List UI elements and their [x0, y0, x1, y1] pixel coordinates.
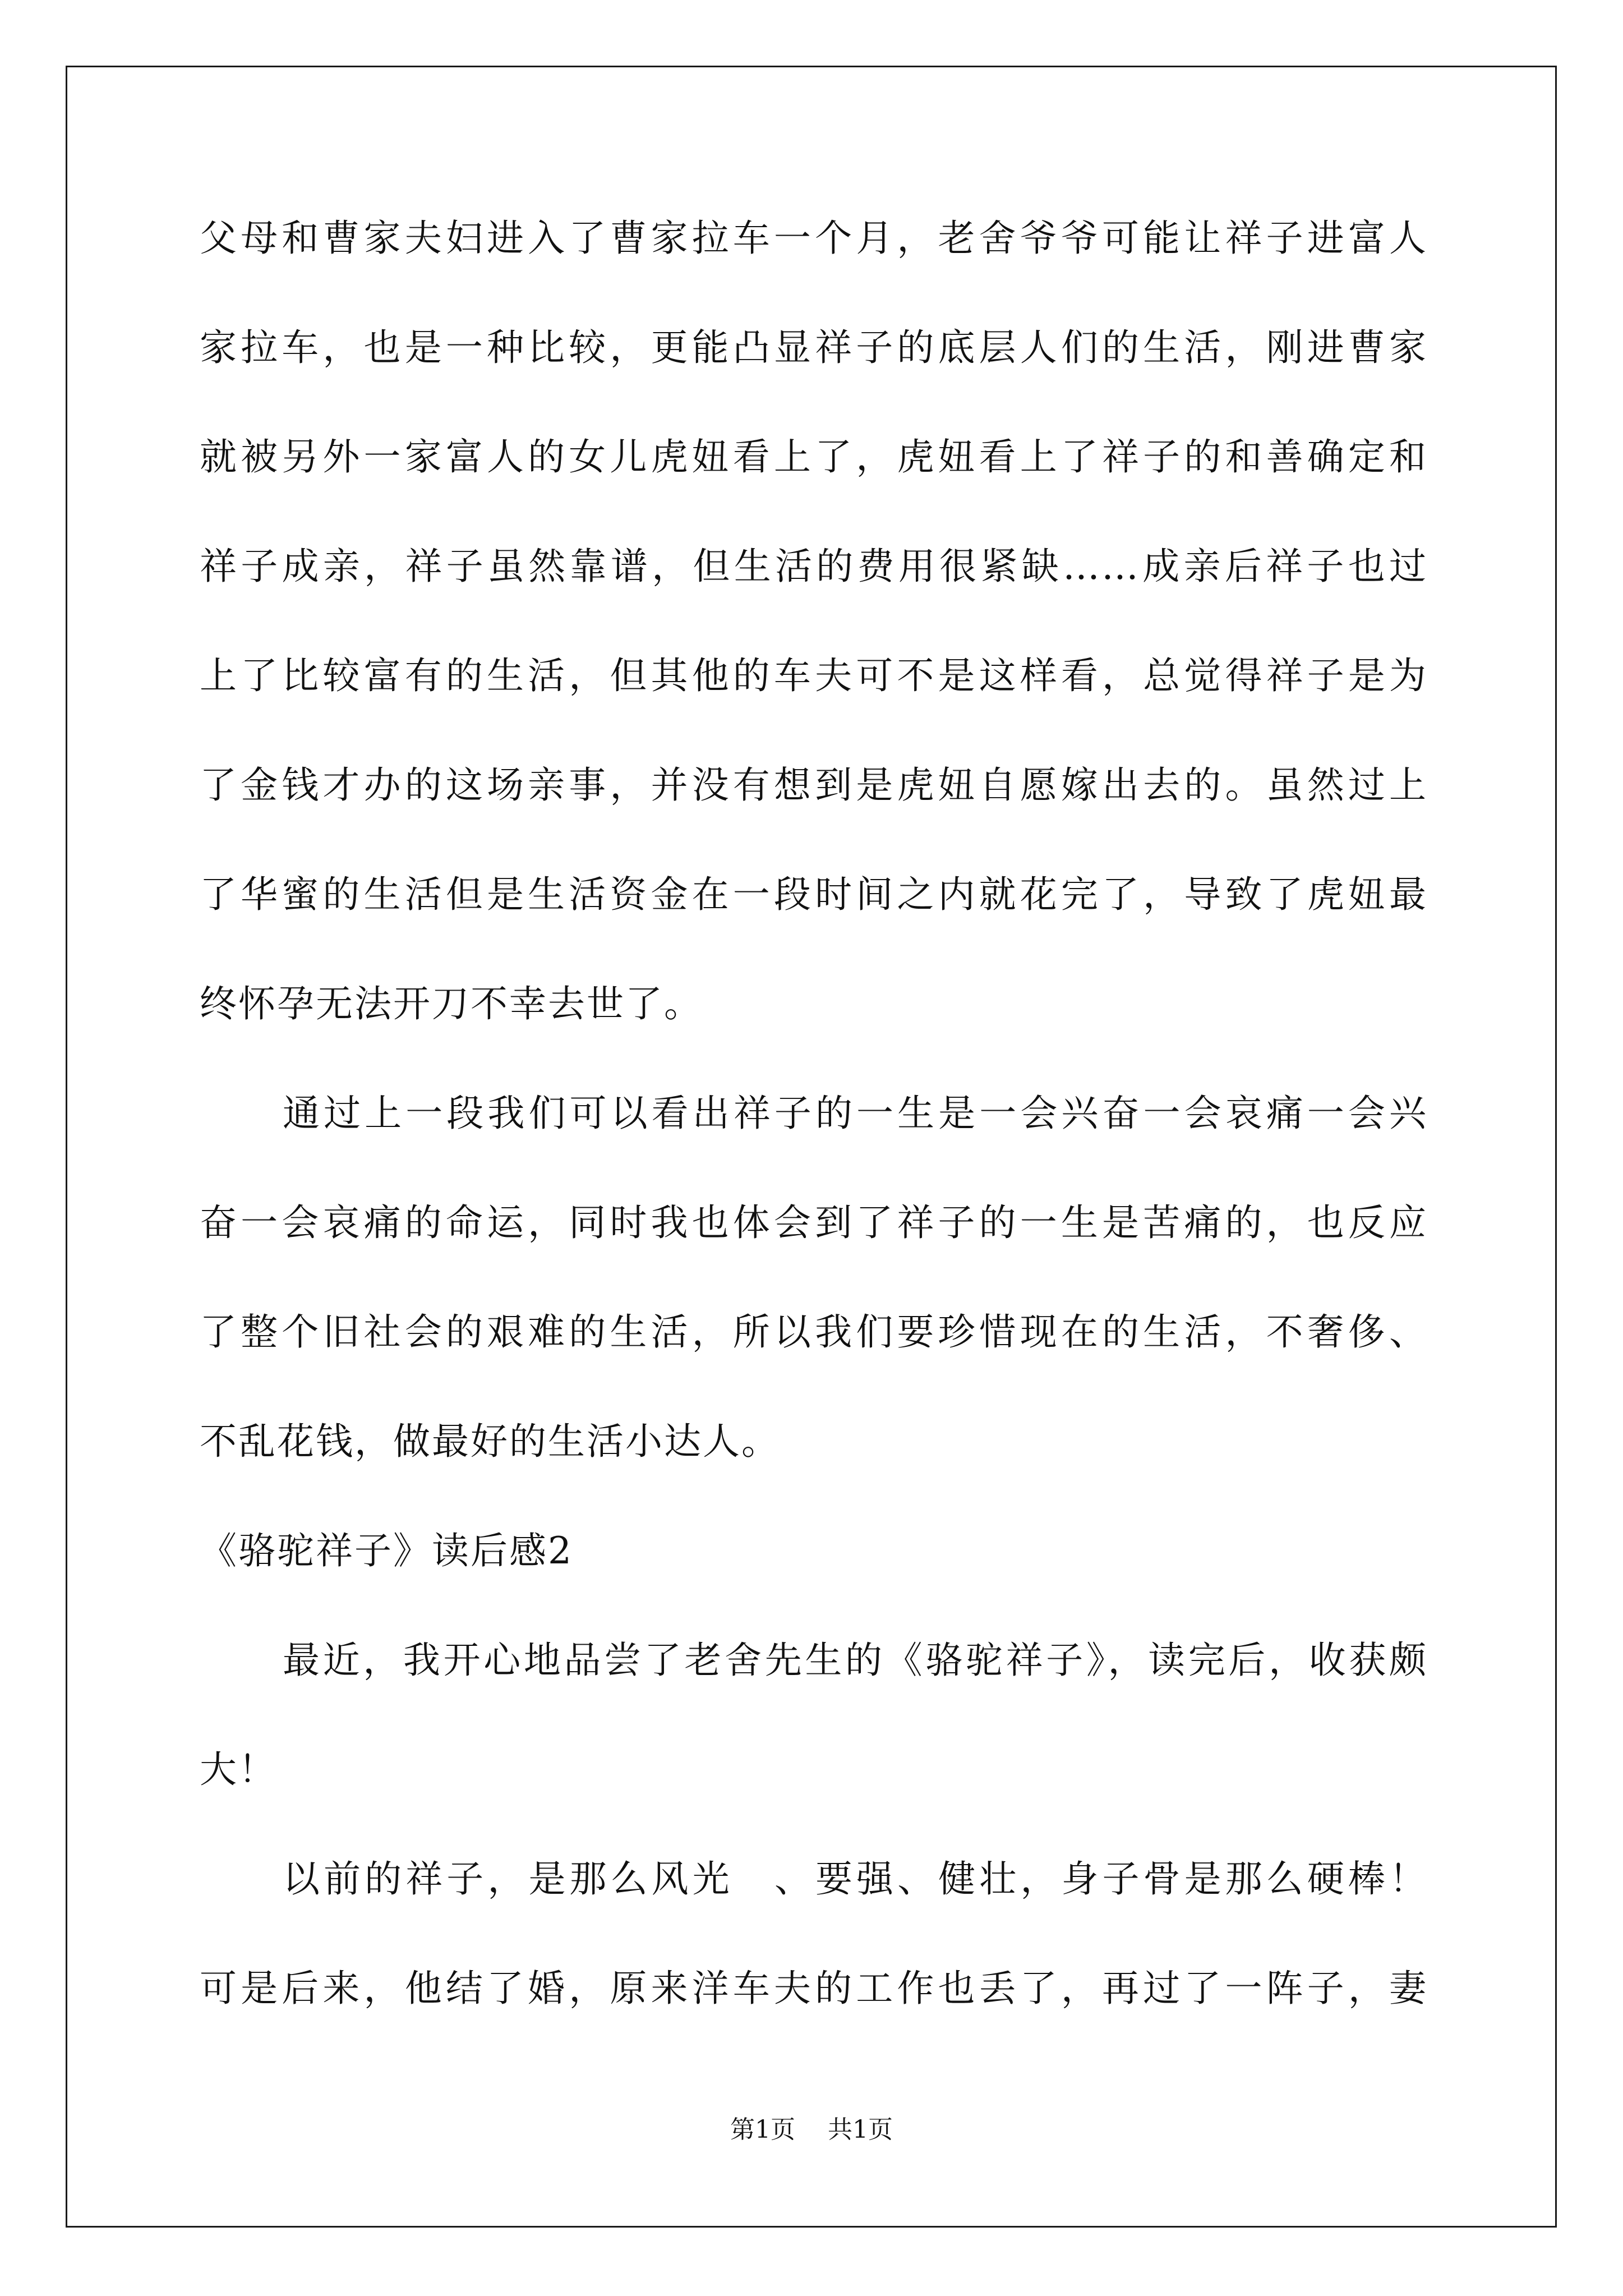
text-line: 了金钱才办的这场亲事，并没有想到是虎妞自愿嫁出去的。虽然过上 — [200, 763, 1428, 807]
text-line: 了整个旧社会的艰难的生活，所以我们要珍惜现在的生活，不奢侈、 — [200, 1310, 1428, 1354]
text-line: 家拉车，也是一种比较，更能凸显祥子的底层人们的生活，刚进曹家 — [200, 326, 1428, 369]
page-footer — [0, 2109, 1623, 2145]
text-line: 终怀孕无法开刀不幸去世了。 — [200, 982, 703, 1025]
text-line: 可是后来，他结了婚，原来洋车夫的工作也丢了，再过了一阵子，妻 — [200, 1967, 1428, 2010]
page-total: 共1页 — [828, 2115, 893, 2144]
text-line: 不乱花钱，做最好的生活小达人。 — [200, 1420, 780, 1463]
text-line: 就被另外一家富人的女儿虎妞看上了，虎妞看上了祥子的和善确定和 — [200, 435, 1428, 478]
text-line: 祥子成亲，祥子虽然靠谱，但生活的费用很紧缺……成亲后祥子也过 — [200, 545, 1428, 588]
text-line: 父母和曹家夫妇进入了曹家拉车一个月，老舍爷爷可能让祥子进富人 — [200, 217, 1428, 260]
text-line: 以前的祥子，是那么风光 、要强、健壮，身子骨是那么硬棒！ — [283, 1857, 1428, 1901]
text-line: 奋一会哀痛的命运，同时我也体会到了祥子的一生是苦痛的，也反应 — [200, 1201, 1428, 1244]
section-heading: 《骆驼祥子》读后感2 — [200, 1529, 573, 1572]
text-line: 了华蜜的生活但是生活资金在一段时间之内就花完了，导致了虎妞最 — [200, 873, 1428, 916]
page-number: 第1页 — [730, 2115, 795, 2144]
text-line: 上了比较富有的生活，但其他的车夫可不是这样看，总觉得祥子是为 — [200, 654, 1428, 697]
text-line: 通过上一段我们可以看出祥子的一生是一会兴奋一会哀痛一会兴 — [283, 1092, 1428, 1135]
text-line: 最近，我开心地品尝了老舍先生的《骆驼祥子》，读完后，收获颇 — [283, 1639, 1428, 1682]
text-line: 大！ — [200, 1748, 277, 1791]
document-body — [200, 202, 1428, 2062]
